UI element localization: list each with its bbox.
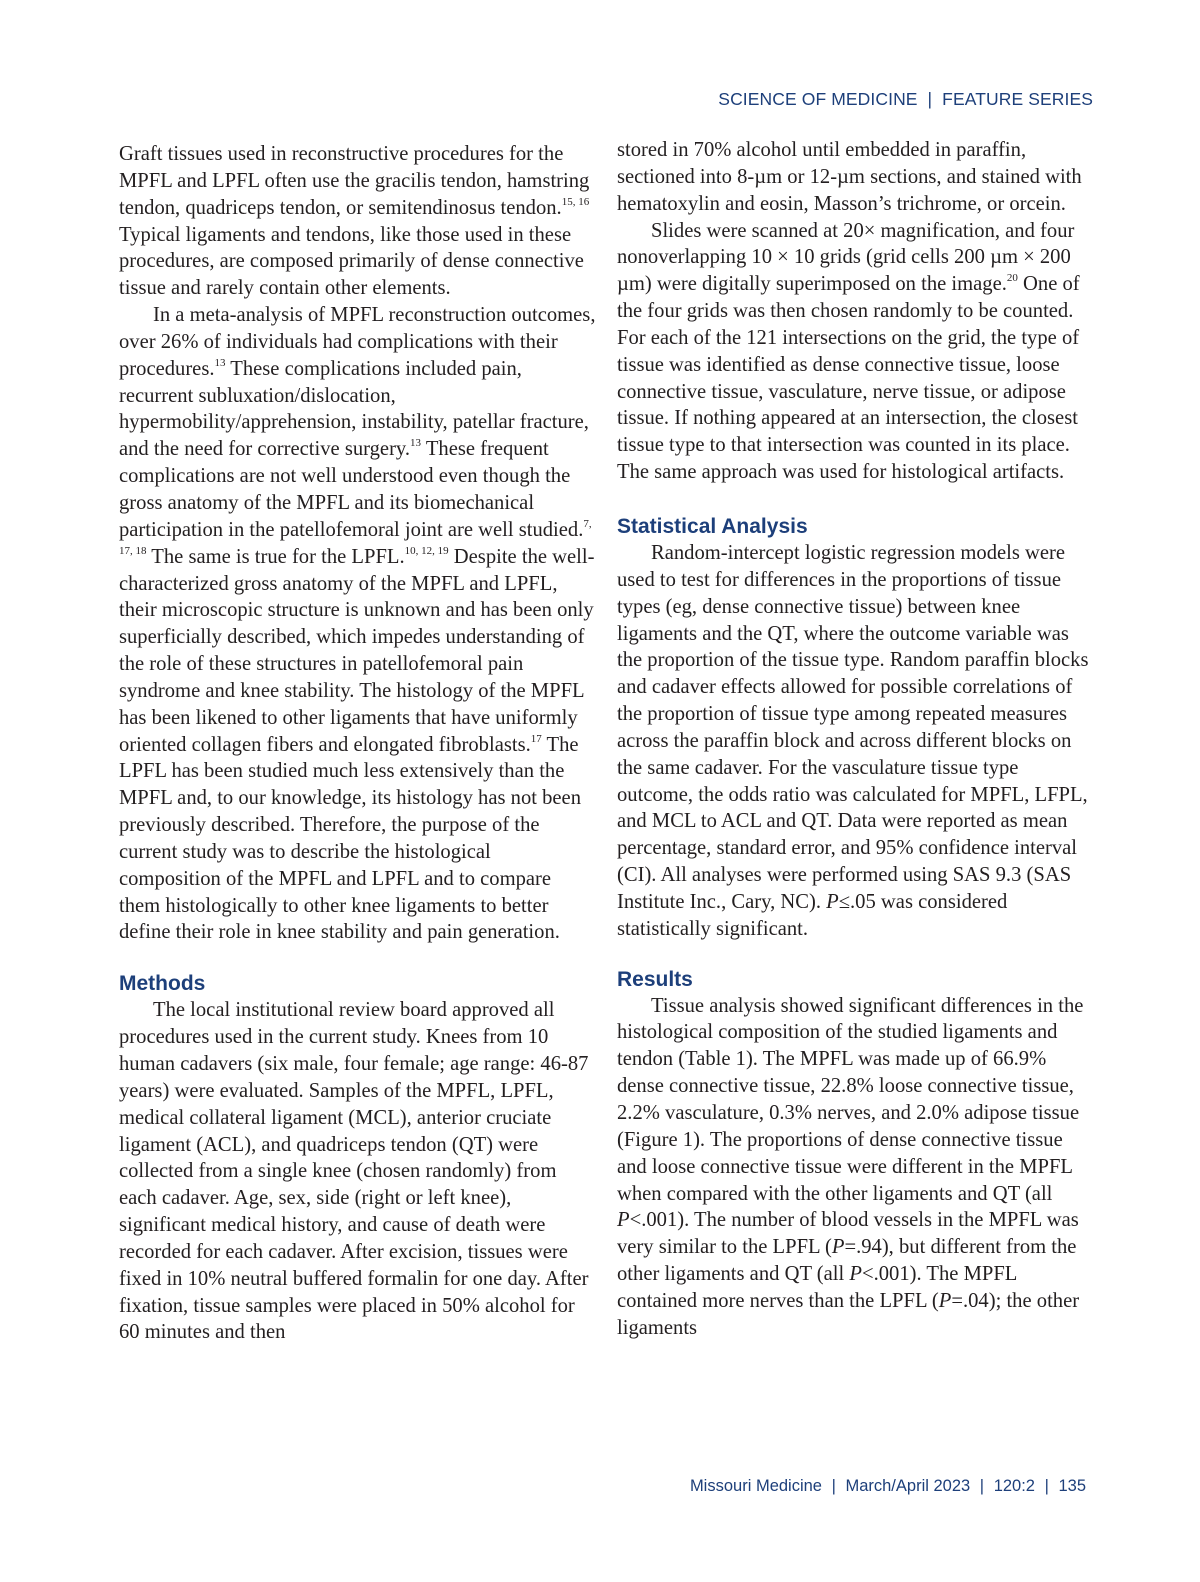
- citation: 20: [1006, 272, 1018, 285]
- right-paragraph-2: [617, 218, 1095, 486]
- footer-separator: |: [979, 1477, 985, 1495]
- header-separator: |: [927, 89, 933, 109]
- text-run: Despite the well-characterized gross anatomy of the MPFL and LPFL, their microscopic structure is unknown and has been only superficially described, which impedes understanding of the role of these structures in patellofemoral pain syndrome and knee stability. The histology of the MPFL has been likened to other ligaments that have uniformly oriented collagen fibers and elongated fibroblasts.: [119, 545, 595, 756]
- left-paragraph-2: [119, 302, 597, 946]
- text-run: These complications included pain, recurrent subluxation/dislocation, hypermobility/apprehension, instability, patellar fracture, and the need for corrective surgery.: [119, 357, 589, 461]
- right-paragraph-4: [617, 993, 1095, 1342]
- text-run: =.04); the other ligaments: [617, 1289, 1080, 1339]
- left-paragraph-3: The local institutional review board approved all procedures used in the current study. Knees from 10 human cadavers (six male, four female; age range: 46-87 years) were evaluated. Samples of the MPFL, LPFL, medical collateral ligament (MCL), anterior cruciate ligament (ACL), and quadriceps tendon (QT) were collected from a single knee (chosen randomly) from each cadaver. Age, sex, side (right or left knee), significant medical history, and cause of death were recorded for each cadaver. After excision, tissues were fixed in 10% neutral buffered formalin for one day. After fixation, tissue samples were placed in 50% alcohol for 60 minutes and then: [119, 999, 589, 1344]
- right-paragraph-3: [617, 540, 1095, 943]
- left-column: [119, 141, 597, 1346]
- page-number: 135: [1058, 1477, 1086, 1495]
- footer-journal: Missouri Medicine: [689, 1477, 822, 1495]
- text-run: <.001). The MPFL contained more nerves than the LPFL (: [617, 1263, 1017, 1312]
- p-value-symbol: P: [617, 1209, 630, 1232]
- citation: 10, 12, 19: [404, 544, 449, 557]
- running-header: [718, 89, 1093, 110]
- left-paragraph-1: [119, 141, 597, 302]
- text-run: Tissue analysis showed significant differences in the histological composition of the studied ligaments and tendon (Table 1). The MPFL was made up of 66.9% dense connective tissue, 22.8% loose connective tissue, 2.2% vasculature, 0.3% nerves, and 2.0% adipose tissue (Figure 1). The proportions of dense connective tissue and loose connective tissue were different in the MPFL when compared with the other ligaments and QT (all: [617, 994, 1084, 1205]
- text-run: These frequent complications are not well understood even though the gross anatomy of the MPFL and its biomechanical participation in the patellofemoral joint are well studied.: [119, 438, 584, 541]
- text-run: Typical ligaments and tendons, like those used in these procedures, are composed primarily of dense connective tissue and rarely contain other elements.: [119, 223, 584, 300]
- citation: 13: [410, 437, 422, 450]
- citation: 7, 17, 18: [119, 517, 592, 557]
- text-run: ≤.05 was considered statistically significant.: [617, 890, 1008, 940]
- text-run: One of the four grids was then chosen randomly to be counted. For each of the 121 intersections on the grid, the type of tissue was identified as dense connective tissue, loose connective tissue, vasculature, nerve tissue, or adipose tissue. If nothing appeared at an intersection, the closest tissue type to that intersection was counted in its place. The same approach was used for histological artifacts.: [617, 273, 1080, 484]
- citation: 17: [530, 732, 542, 745]
- text-run: Slides were scanned at 20× magnification, and four nonoverlapping 10 × 10 grids (grid cells 200 µm × 200 µm) were digitally superimposed on the image.: [617, 219, 1075, 296]
- footer-volume: 120:2: [993, 1477, 1035, 1495]
- footer-issue-date: March/April 2023: [845, 1477, 971, 1495]
- footer-separator: |: [1044, 1477, 1049, 1495]
- right-paragraph-1: stored in 70% alcohol until embedded in paraffin, sectioned into 8-µm or 12-µm sections, and stained with hematoxylin and eosin, Masson’s trichrome, or orcein.: [617, 139, 1082, 215]
- p-value-symbol: P: [849, 1263, 862, 1286]
- header-series: FEATURE SERIES: [942, 89, 1093, 109]
- p-value-symbol: P: [831, 1236, 845, 1259]
- text-run: Graft tissues used in reconstructive procedures for the MPFL and LPFL often use the gracilis tendon, hamstring tendon, quadriceps tendon, or semitendinosus tendon.: [119, 143, 590, 219]
- footer-separator: |: [831, 1477, 836, 1495]
- p-value-symbol: P: [826, 890, 839, 913]
- p-value-symbol: P: [938, 1289, 952, 1312]
- text-run: The same is true for the LPFL.: [146, 545, 405, 568]
- results-heading: Results: [617, 967, 693, 991]
- text-run: <.001). The number of blood vessels in the MPFL was very similar to the LPFL (: [617, 1209, 1079, 1259]
- text-run: Random-intercept logistic regression models were used to test for differences in the proportions of tissue types (eg, dense connective tissue) between knee ligaments and the QT, where the outcome variable was the proportion of the tissue type. Random paraffin blocks and cadaver effects allowed for possible correlations of the proportion of tissue type among repeated measures across the paraffin block and across different blocks on the same cadaver. For the vasculature tissue type outcome, the odds ratio was calculated for MPFL, LFPL, and MCL to ACL and QT. Data were reported as mean percentage, standard error, and 95% confidence interval (CI). All analyses were performed using SAS 9.3 (SAS Institute Inc., Cary, NC).: [617, 541, 1089, 913]
- citation: 15, 16: [561, 195, 590, 208]
- methods-heading: Methods: [119, 972, 206, 996]
- statistical-analysis-heading: Statistical Analysis: [617, 514, 808, 538]
- right-column: [617, 137, 1095, 1342]
- text-run: In a meta-analysis of MPFL reconstruction outcomes, over 26% of individuals had complications with their procedures.: [119, 304, 596, 380]
- text-run: The LPFL has been studied much less extensively than the MPFL and, to our knowledge, its histology has not been previously described. Therefore, the purpose of the current study was to describe the histological composition of the MPFL and LPFL and to compare them histologically to other knee ligaments to better define their role in knee stability and pain generation.: [119, 733, 581, 944]
- page-footer: [690, 1477, 1086, 1496]
- citation: 13: [214, 356, 226, 369]
- header-section: SCIENCE OF MEDICINE: [718, 89, 918, 109]
- text-run: =.94), but different from the other ligaments and QT (all: [617, 1236, 1077, 1286]
